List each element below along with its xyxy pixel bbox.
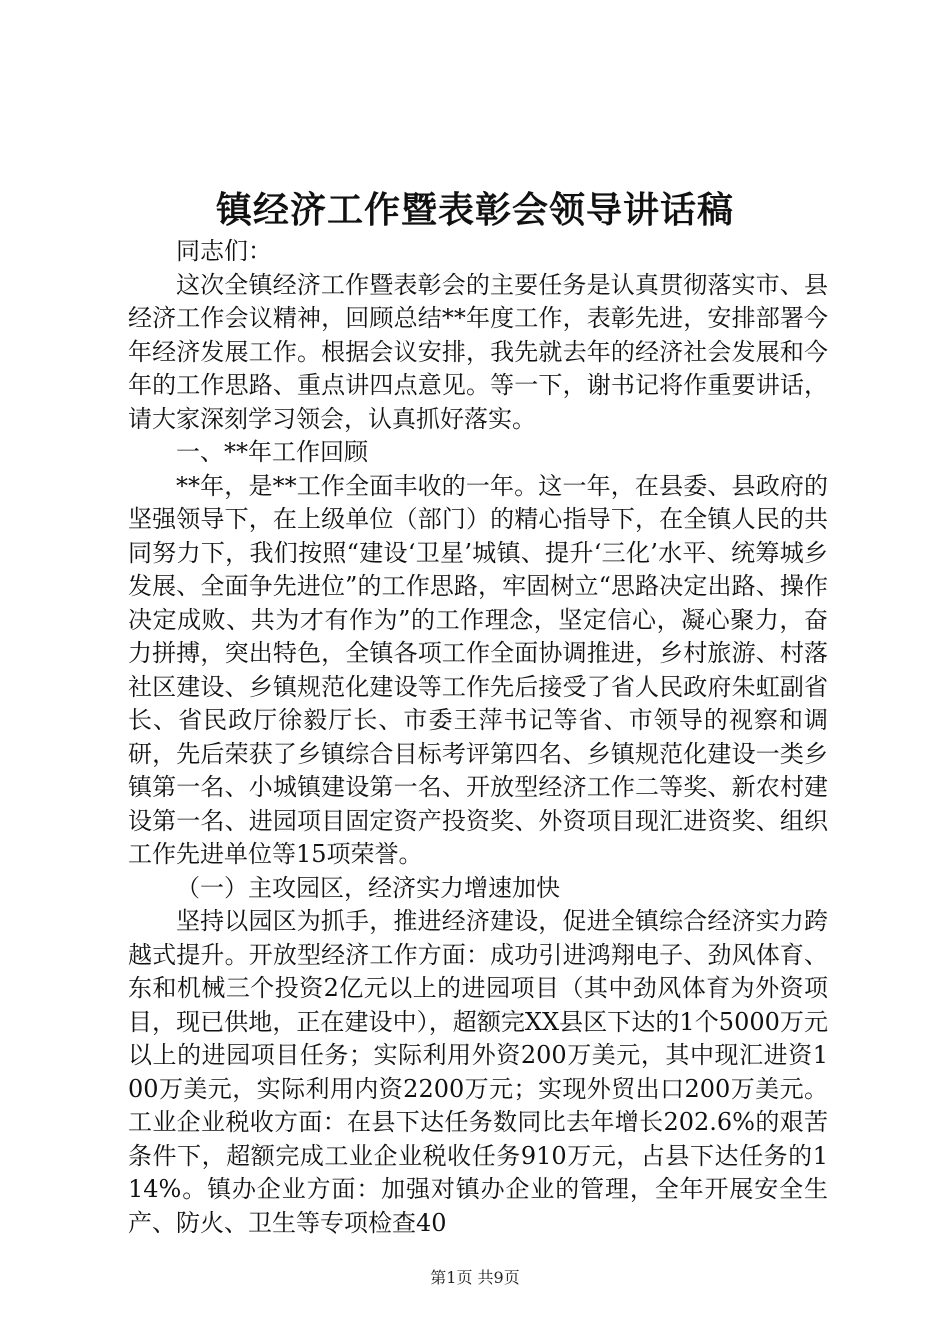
document-title: 镇经济工作暨表彰会领导讲话稿 bbox=[215, 189, 734, 231]
page-footer: 第1页 共9页 bbox=[430, 1268, 520, 1287]
document-body bbox=[128, 235, 828, 1240]
subsection-heading: （一）主攻园区，经济实力增速加快 bbox=[176, 873, 560, 902]
section-heading: 一、**年工作回顾 bbox=[176, 438, 368, 466]
intro-paragraph: 这次全镇经济工作暨表彰会的主要任务是认真贯彻落实市、县经济工作会议精神，回顾总结**年度工作，表彰先进，安排部署今年经济发展工作。根据会议安排，我先就去年的经济社会发展和今年的工作思路、重点讲四点意见。等一下，谢书记将作重要讲话，请大家深刻学习领会，认真抓好落实。 bbox=[128, 270, 828, 433]
subsection-paragraph: 坚持以园区为抓手，推进经济建设，促进全镇综合经济实力跨越式提升。开放型经济工作方面：成功引进鸿翔电子、劲风体育、东和机械三个投资2亿元以上的进园项目（其中劲风体育为外资项目，现已供地，正在建设中），超额完XX县区下达的1个5000万元以上的进园项目任务；实际利用外资200万美元，其中现汇进资100万美元，实际利用内资2200万元；实现外贸出口200万美元。工业企业税收方面：在县下达任务数同比去年增长202.6%的艰苦条件下，超额完成工业企业税收任务910万元，占县下达任务的114%。镇办企业方面：加强对镇办企业的管理，全年开展安全生产、防火、卫生等专项检查40 bbox=[128, 907, 828, 1237]
salutation: 同志们： bbox=[176, 237, 272, 265]
section-paragraph: **年，是**工作全面丰收的一年。这一年，在县委、县政府的坚强领导下，在上级单位（部门）的精心指导下，在全镇人民的共同努力下，我们按照“建设‘卫星’城镇、提升‘三化’水平、统筹城乡发展、全面争先进位”的工作思路，牢固树立“思路决定出路、操作决定成败、共为才有作为”的工作理念，坚定信心，凝心聚力，奋力拼搏，突出特色，全镇各项工作全面协调推进，乡村旅游、村落社区建设、乡镇规范化建设等工作先后接受了省人民政府朱虹副省长、省民政厅徐毅厅长、市委王萍书记等省、市领导的视察和调研，先后荣获了乡镇综合目标考评第四名、乡镇规范化建设一类乡镇第一名、小城镇建设第一名、开放型经济工作二等奖、新农村建设第一名、进园项目固定资产投资奖、外资项目现汇进资奖、组织工作先进单位等15项荣誉。 bbox=[128, 471, 828, 868]
